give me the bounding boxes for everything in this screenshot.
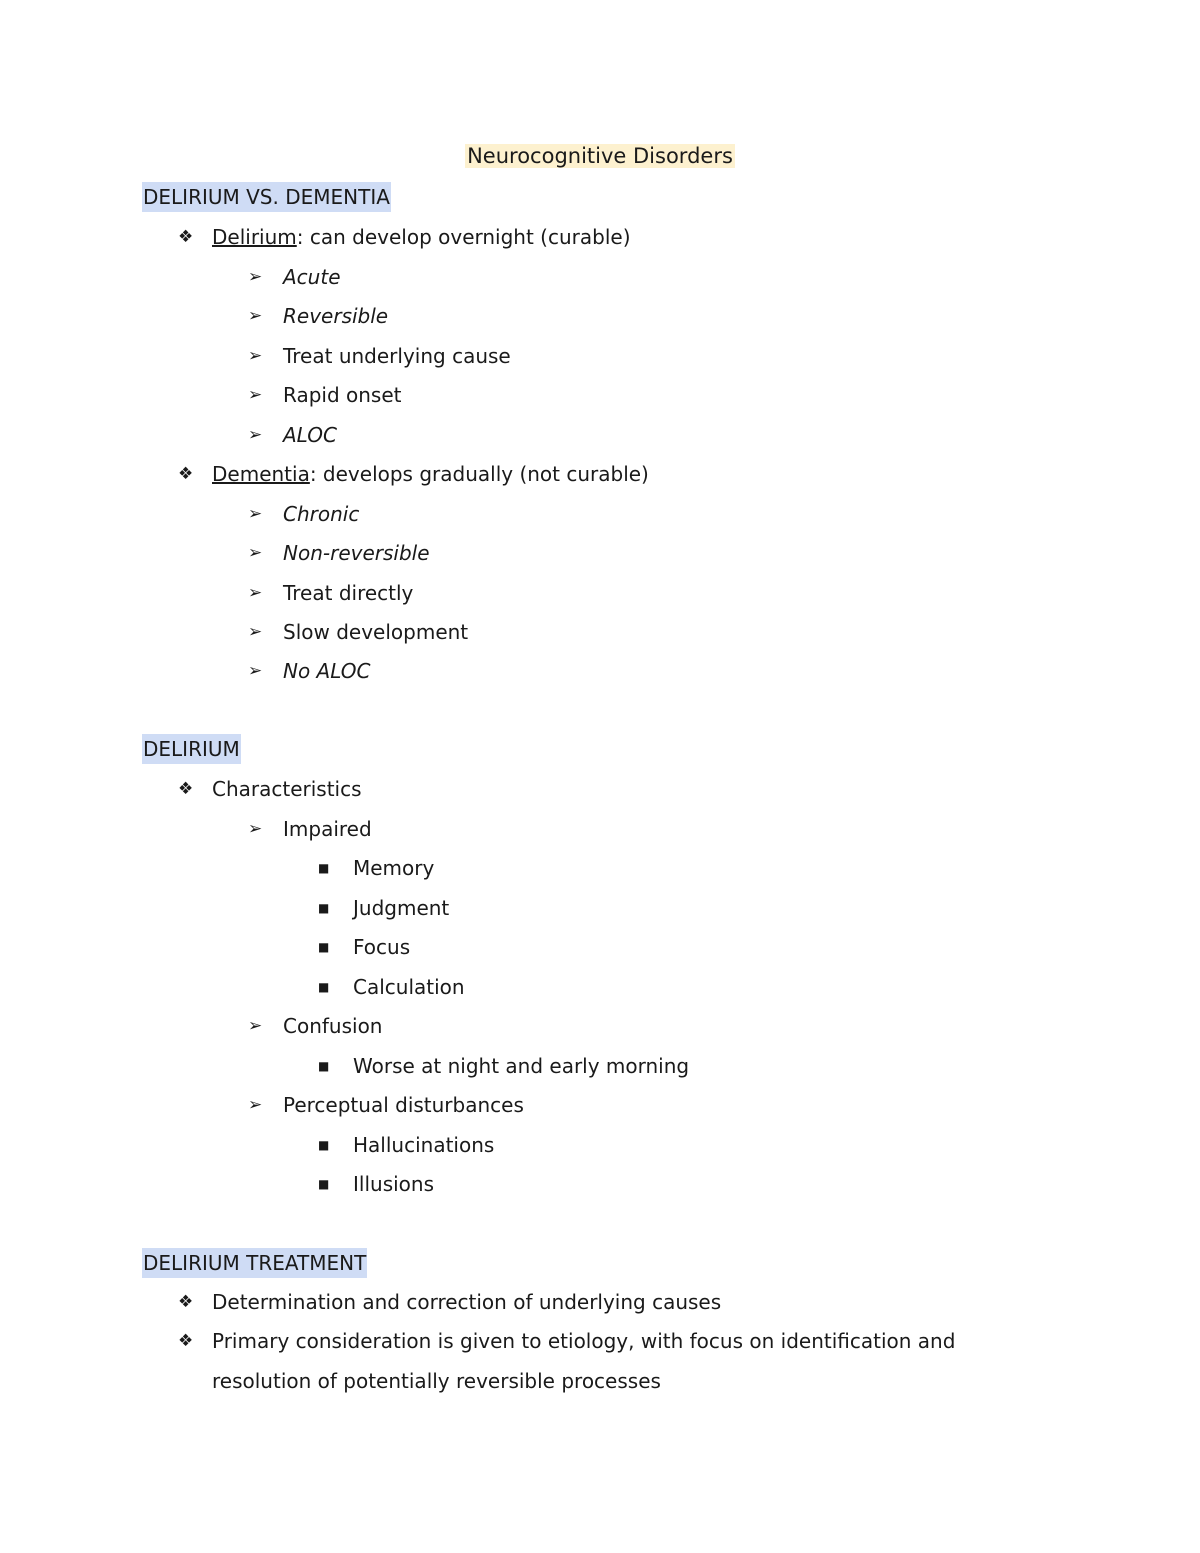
diamond-bullet-icon: ❖ (178, 779, 194, 799)
arrow-bullet-icon: ➢ (248, 346, 263, 366)
list-item-text: Primary consideration is given to etiology, with focus on identification and resolution of potentially reversible processes (212, 1329, 956, 1393)
arrow-bullet-icon: ➢ (248, 267, 263, 287)
list-item-text: Slow development (283, 620, 469, 644)
diamond-bullet-icon: ❖ (178, 464, 194, 484)
arrow-bullet-icon: ➢ (248, 583, 263, 603)
list-item-text: Illusions (353, 1172, 434, 1196)
arrow-bullet-icon: ➢ (248, 1095, 263, 1115)
arrow-bullet-icon: ➢ (248, 819, 263, 839)
list-item-text: Acute (283, 265, 341, 289)
list-item-text: Rapid onset (283, 383, 402, 407)
section-heading-delirium-treatment: DELIRIUM TREATMENT (142, 1248, 367, 1278)
term-delirium: Delirium (212, 225, 297, 249)
list-item-text: Worse at night and early morning (353, 1054, 690, 1078)
list-item-text: Calculation (353, 975, 465, 999)
diamond-bullet-icon: ❖ (178, 1331, 194, 1351)
arrow-bullet-icon: ➢ (248, 622, 263, 642)
square-bullet-icon: ■ (318, 901, 330, 915)
list-item-text: Treat directly (283, 581, 414, 605)
list-item-text: No ALOC (283, 659, 371, 683)
list-item-text: Impaired (283, 817, 372, 841)
list-item-text: Perceptual disturbances (283, 1093, 524, 1117)
list-item-text: Focus (353, 935, 411, 959)
list-item-text: Characteristics (212, 777, 362, 801)
square-bullet-icon: ■ (318, 980, 330, 994)
page-title: Neurocognitive Disorders (467, 144, 733, 168)
term-dementia: Dementia (212, 462, 310, 486)
arrow-bullet-icon: ➢ (248, 661, 263, 681)
arrow-bullet-icon: ➢ (248, 504, 263, 524)
square-bullet-icon: ■ (318, 1177, 330, 1191)
list-item-text: Determination and correction of underlying causes (212, 1290, 722, 1314)
list-item-text: Chronic (283, 502, 360, 526)
list-item-text: Confusion (283, 1014, 383, 1038)
section-heading-delirium: DELIRIUM (142, 734, 241, 764)
section-heading-delirium-vs-dementia: DELIRIUM VS. DEMENTIA (142, 182, 391, 212)
arrow-bullet-icon: ➢ (248, 543, 263, 563)
list-item-text: ALOC (283, 423, 337, 447)
square-bullet-icon: ■ (318, 1059, 330, 1073)
list-item-text: Memory (353, 856, 435, 880)
term-description: : develops gradually (not curable) (309, 462, 649, 486)
diamond-bullet-icon: ❖ (178, 1292, 194, 1312)
square-bullet-icon: ■ (318, 1138, 330, 1152)
list-item-text: Treat underlying cause (283, 344, 511, 368)
title-row (0, 141, 1200, 171)
diamond-bullet-icon: ❖ (178, 227, 194, 247)
list-item-text: Judgment (353, 896, 450, 920)
list-item-text: Non-reversible (283, 541, 430, 565)
list-item-text: Reversible (283, 304, 389, 328)
square-bullet-icon: ■ (318, 861, 330, 875)
arrow-bullet-icon: ➢ (248, 306, 263, 326)
arrow-bullet-icon: ➢ (248, 385, 263, 405)
square-bullet-icon: ■ (318, 940, 330, 954)
list-item-text: Hallucinations (353, 1133, 495, 1157)
arrow-bullet-icon: ➢ (248, 1016, 263, 1036)
arrow-bullet-icon: ➢ (248, 425, 263, 445)
term-description: : can develop overnight (curable) (296, 225, 631, 249)
